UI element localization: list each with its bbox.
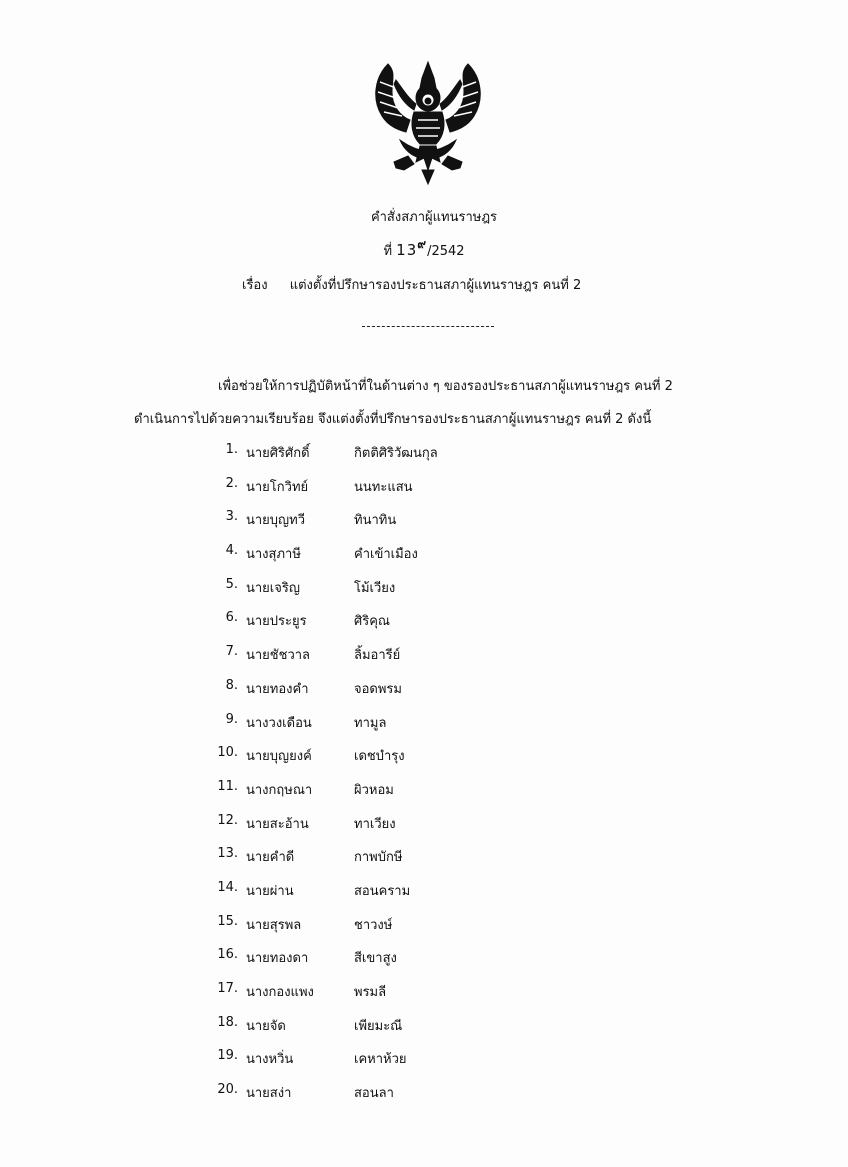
appointee-number: 12. <box>217 812 238 828</box>
appointee-row <box>200 1015 500 1049</box>
appointee-first-name: นางวงเดือน <box>246 715 312 731</box>
appointee-first-name: นางกฤษณา <box>246 782 313 798</box>
order-number: 13 <box>396 241 418 259</box>
appointee-number: 3. <box>225 509 238 525</box>
appointee-number: 7. <box>225 644 238 660</box>
garuda-emblem-icon <box>370 58 486 186</box>
appointee-last-name: กิตติศิริวัฒนกุล <box>354 446 438 461</box>
body-paragraph-line-2: ดำเนินการไปด้วยความเรียบร้อย จึงแต่งตั้งที่ปรึกษารองประธานสภาผู้แทนราษฎร คนที่ 2 ดังนี้ <box>134 412 652 427</box>
appointee-number: 6. <box>225 610 238 626</box>
appointee-number: 16. <box>217 947 238 963</box>
body-paragraph-line-1: เพื่อช่วยให้การปฏิบัติหน้าที่ในด้านต่าง ๆ ของรองประธานสภาผู้แทนราษฎร คนที่ 2 <box>218 379 673 394</box>
appointee-row <box>200 813 500 847</box>
appointee-list <box>200 442 500 1116</box>
appointee-row <box>200 1082 500 1116</box>
appointee-last-name: พรมลี <box>354 985 387 1000</box>
appointee-first-name: นายชัชวาล <box>246 648 311 664</box>
appointee-first-name: นายสะอ้าน <box>246 816 309 832</box>
appointee-number: 19. <box>217 1048 238 1064</box>
appointee-number: 1. <box>225 442 238 457</box>
appointee-first-name: นายเจริญ <box>246 580 300 596</box>
appointee-first-name: นายทองดา <box>246 951 309 967</box>
appointee-first-name: นางกองแพง <box>246 985 314 1000</box>
appointee-number: 14. <box>217 879 238 895</box>
appointee-row <box>200 779 500 813</box>
appointee-last-name: ทาเวียง <box>354 816 396 832</box>
appointee-row <box>200 610 500 644</box>
appointee-number: 10. <box>217 745 238 761</box>
appointee-first-name: นายจัด <box>246 1018 286 1034</box>
appointee-row <box>200 712 500 746</box>
appointee-first-name: นายศิริศักดิ์ <box>246 446 310 461</box>
appointee-number: 18. <box>217 1014 238 1030</box>
appointee-last-name: เคหาห้วย <box>354 1052 407 1068</box>
appointee-last-name: กาพบักษี <box>354 850 403 866</box>
appointee-number: 20. <box>217 1082 238 1098</box>
appointee-number: 17. <box>217 981 238 996</box>
document-title: คำสั่งสภาผู้แทนราษฎร <box>370 210 498 225</box>
appointee-first-name: นายโกวิทย์ <box>246 479 309 495</box>
garuda-emblem-graphic <box>370 58 486 186</box>
order-year: /2542 <box>427 244 465 259</box>
appointee-first-name: นายผ่าน <box>246 883 294 899</box>
appointee-row <box>200 644 500 678</box>
appointee-first-name: นายบุญยงค์ <box>246 749 312 765</box>
appointee-row <box>200 1048 500 1082</box>
appointee-last-name: โม้เวียง <box>354 580 396 596</box>
appointee-row <box>200 476 500 510</box>
appointee-row <box>200 678 500 712</box>
appointee-row <box>200 509 500 543</box>
appointee-number: 15. <box>217 913 238 929</box>
appointee-last-name: นนทะแสน <box>354 479 413 495</box>
appointee-first-name: นายบุญทวี <box>246 513 306 529</box>
appointee-first-name: นางสุภาษี <box>246 547 301 563</box>
appointee-last-name: คำเข้าเมือง <box>354 547 418 563</box>
appointee-last-name: สอนคราม <box>354 883 411 899</box>
appointee-first-name: นายสุรพล <box>246 917 302 933</box>
appointee-row <box>200 981 500 1015</box>
appointee-last-name: สีเขาสูง <box>354 951 397 967</box>
appointee-last-name: ทามูล <box>354 715 387 731</box>
appointee-first-name: นางหวิ่น <box>246 1052 294 1068</box>
appointee-row <box>200 577 500 611</box>
appointee-first-name: นายคำดี <box>246 850 295 866</box>
appointee-number: 2. <box>225 475 238 491</box>
appointee-row <box>200 745 500 779</box>
subject-line <box>242 274 581 295</box>
appointee-row <box>200 947 500 981</box>
appointee-last-name: เพียมะณี <box>354 1018 403 1034</box>
appointee-first-name: นายทองคำ <box>246 681 309 697</box>
appointee-row <box>200 880 500 914</box>
appointee-number: 9. <box>225 711 238 727</box>
appointee-last-name: ลิ้มอารีย์ <box>354 648 401 664</box>
header-separator <box>362 326 494 327</box>
appointee-row <box>200 543 500 577</box>
appointee-last-name: ชาวงษ์ <box>354 917 393 933</box>
appointee-last-name: ศิริคุณ <box>354 614 390 630</box>
appointee-last-name: สอนลา <box>354 1086 394 1102</box>
appointee-number: 5. <box>225 576 238 592</box>
appointee-last-name: ทินาทิน <box>354 513 397 529</box>
appointee-row <box>200 914 500 948</box>
subject-text: แต่งตั้งที่ปรึกษารองประธานสภาผู้แทนราษฎร คนที่ 2 <box>289 278 582 293</box>
appointee-last-name: จอดพรม <box>354 681 402 697</box>
subject-label: เรื่อง <box>242 278 268 293</box>
appointee-first-name: นายสง่า <box>246 1086 292 1102</box>
appointee-first-name: นายประยูร <box>246 614 307 630</box>
appointee-number: 11. <box>217 778 238 794</box>
appointee-number: 4. <box>225 543 238 559</box>
order-prefix: ที่ <box>383 244 393 259</box>
appointee-last-name: ผิวหอม <box>354 782 394 798</box>
appointee-row <box>200 846 500 880</box>
order-handwritten-mark: ๙ <box>417 237 427 251</box>
appointee-row <box>200 442 500 476</box>
appointee-number: 13. <box>217 846 238 862</box>
appointee-number: 8. <box>225 677 238 693</box>
order-number-line <box>0 237 848 261</box>
appointee-last-name: เดชบำรุง <box>354 749 405 765</box>
